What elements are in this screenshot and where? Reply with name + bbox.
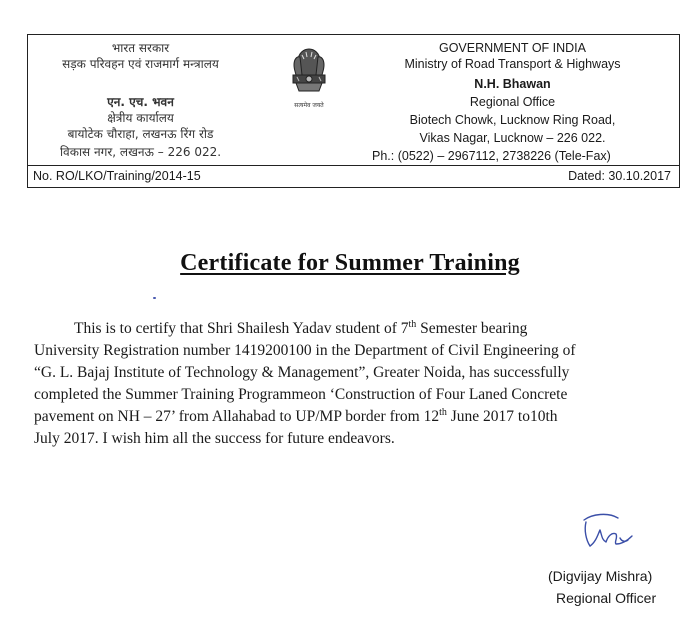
certificate-title: Certificate for Summer Training: [180, 250, 520, 276]
hindi-regional-office: क्षेत्रीय कार्यालय: [107, 111, 174, 125]
hindi-address-line1: बायोटेक चौराहा, लखनऊ रिंग रोड: [67, 127, 214, 141]
hindi-ministry: सड़क परिवहन एवं राजमार्ग मन्त्रालय: [62, 57, 219, 71]
signatory-designation: Regional Officer: [556, 590, 657, 606]
english-ministry: Ministry of Road Transport & Highways: [404, 57, 621, 71]
letterhead-top: [28, 35, 679, 165]
english-regional-office: Regional Office: [469, 95, 556, 109]
signature-icon: [578, 510, 640, 554]
english-address-line2: Vikas Nagar, Lucknow – 226 022.: [419, 131, 606, 145]
letterhead: [27, 34, 680, 188]
english-government: GOVERNMENT OF INDIA: [438, 41, 586, 55]
reference-number: No. RO/LKO/Training/2014-15: [33, 169, 201, 183]
body-line-1: This is to certify that Shri Shailesh Yadav student of 7th Semester bearing: [74, 319, 528, 337]
body-line-6: July 2017. I wish him all the success for future endeavors.: [34, 430, 395, 447]
body-line-4: completed the Summer Training Programmeon ‘Construction of Four Laned Concrete: [34, 386, 568, 403]
certificate-body: [34, 318, 674, 450]
letterhead-reference-row: [28, 166, 679, 188]
hindi-government: भारत सरकार: [111, 41, 170, 55]
body-line-3: “G. L. Bajaj Institute of Technology & Management”, Greater Noida, has successfully: [34, 364, 570, 381]
hindi-address-line2: विकास नगर, लखनऊ – 226 022.: [59, 145, 222, 159]
body-line-2: University Registration number 1419200100 in the Department of Civil Engineering of: [34, 342, 576, 359]
english-bhawan: N.H. Bhawan: [474, 77, 551, 91]
ink-mark: [153, 297, 156, 299]
emblem-motto: सत्यमेव जयते: [294, 102, 324, 109]
national-emblem-icon: [284, 41, 334, 117]
signatory-name: (Digvijay Mishra): [548, 568, 653, 584]
english-address-line1: Biotech Chowk, Lucknow Ring Road,: [409, 113, 616, 127]
issue-date: Dated: 30.10.2017: [568, 169, 671, 183]
hindi-bhawan: एन. एच. भवन: [107, 95, 174, 109]
english-phone: Ph.: (0522) – 2967112, 2738226 (Tele-Fax): [372, 149, 611, 163]
body-line-5: pavement on NH – 27’ from Allahabad to UP/MP border from 12th June 2017 to10th: [34, 407, 558, 425]
